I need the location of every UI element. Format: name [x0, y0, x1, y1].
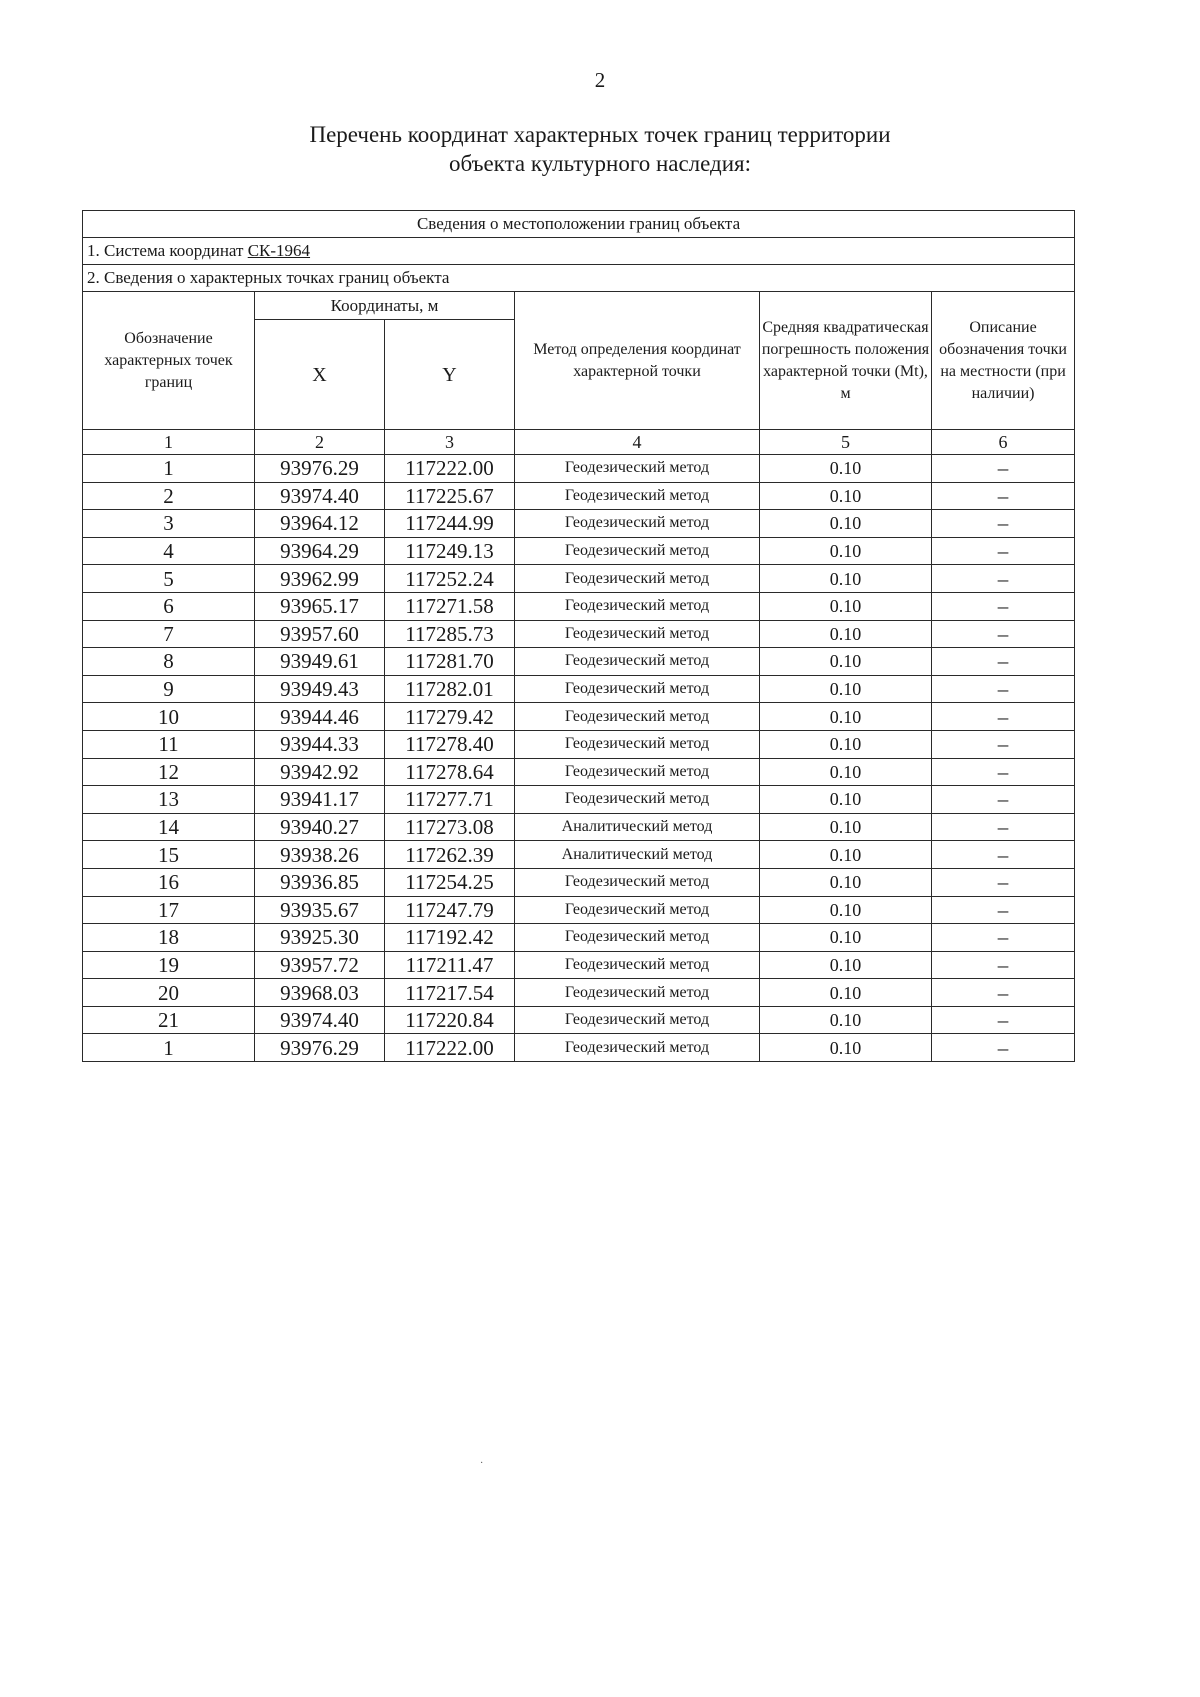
description-cell: – [932, 648, 1075, 676]
description-cell: – [932, 482, 1075, 510]
header-method: Метод определения координат характерной точки [515, 292, 760, 430]
y-cell: 117217.54 [385, 979, 515, 1007]
y-cell: 117244.99 [385, 510, 515, 538]
method-cell: Геодезический метод [515, 758, 760, 786]
method-cell: Геодезический метод [515, 620, 760, 648]
point-cell: 4 [83, 537, 255, 565]
table-row [83, 813, 1075, 841]
x-cell: 93957.60 [255, 620, 385, 648]
method-cell: Геодезический метод [515, 537, 760, 565]
x-cell: 93957.72 [255, 951, 385, 979]
method-cell: Геодезический метод [515, 730, 760, 758]
point-cell: 7 [83, 620, 255, 648]
header-description: Описание обозначения точки на местности (при наличии) [932, 292, 1075, 430]
header-designation: Обозначение характерных точек границ [83, 292, 255, 430]
error-cell: 0.10 [760, 537, 932, 565]
method-cell: Геодезический метод [515, 675, 760, 703]
x-cell: 93965.17 [255, 592, 385, 620]
table-row [83, 510, 1075, 538]
x-cell: 93964.12 [255, 510, 385, 538]
description-cell: – [932, 510, 1075, 538]
x-cell: 93976.29 [255, 1034, 385, 1062]
description-cell: – [932, 813, 1075, 841]
point-cell: 18 [83, 924, 255, 952]
description-cell: – [932, 675, 1075, 703]
y-cell: 117262.39 [385, 841, 515, 869]
page-number: 2 [594, 68, 606, 92]
method-cell: Геодезический метод [515, 868, 760, 896]
error-cell: 0.10 [760, 620, 932, 648]
x-cell: 93949.61 [255, 648, 385, 676]
coordinates-table [82, 210, 1075, 1062]
method-cell: Геодезический метод [515, 648, 760, 676]
table-row [83, 455, 1075, 483]
error-cell: 0.10 [760, 648, 932, 676]
error-cell: 0.10 [760, 951, 932, 979]
x-cell: 93949.43 [255, 675, 385, 703]
point-cell: 16 [83, 868, 255, 896]
description-cell: – [932, 537, 1075, 565]
method-cell: Геодезический метод [515, 482, 760, 510]
header-error: Средняя квадратическая погрешность положения характерной точки (Mt), м [760, 292, 932, 430]
coord-system-prefix: 1. Система координат [87, 241, 248, 260]
section-title: Сведения о местоположении границ объекта [83, 211, 1075, 238]
point-cell: 9 [83, 675, 255, 703]
description-cell: – [932, 979, 1075, 1007]
method-cell: Геодезический метод [515, 979, 760, 1007]
coord-system-value: СК-1964 [247, 241, 311, 260]
point-cell: 20 [83, 979, 255, 1007]
error-cell: 0.10 [760, 841, 932, 869]
point-cell: 14 [83, 813, 255, 841]
point-cell: 6 [83, 592, 255, 620]
error-cell: 0.10 [760, 703, 932, 731]
y-cell: 117220.84 [385, 1006, 515, 1034]
error-cell: 0.10 [760, 1006, 932, 1034]
description-cell: – [932, 620, 1075, 648]
x-cell: 93974.40 [255, 482, 385, 510]
x-cell: 93942.92 [255, 758, 385, 786]
point-cell: 13 [83, 786, 255, 814]
y-cell: 117249.13 [385, 537, 515, 565]
error-cell: 0.10 [760, 675, 932, 703]
method-cell: Геодезический метод [515, 1006, 760, 1034]
table-row [83, 896, 1075, 924]
table-row [83, 675, 1075, 703]
y-cell: 117271.58 [385, 592, 515, 620]
error-cell: 0.10 [760, 1034, 932, 1062]
error-cell: 0.10 [760, 510, 932, 538]
description-cell: – [932, 951, 1075, 979]
method-cell: Геодезический метод [515, 924, 760, 952]
table-row [83, 592, 1075, 620]
table-row [83, 1006, 1075, 1034]
y-cell: 117254.25 [385, 868, 515, 896]
method-cell: Геодезический метод [515, 786, 760, 814]
method-cell: Аналитический метод [515, 841, 760, 869]
point-cell: 3 [83, 510, 255, 538]
coord-system-row [83, 238, 1075, 265]
x-cell: 93976.29 [255, 455, 385, 483]
y-cell: 117247.79 [385, 896, 515, 924]
point-cell: 11 [83, 730, 255, 758]
title-line-1: Перечень координат характерных точек границ территории [309, 122, 891, 147]
description-cell: – [932, 703, 1075, 731]
description-cell: – [932, 730, 1075, 758]
y-cell: 117273.08 [385, 813, 515, 841]
error-cell: 0.10 [760, 455, 932, 483]
error-cell: 0.10 [760, 482, 932, 510]
table-row [83, 979, 1075, 1007]
table-row [83, 730, 1075, 758]
table-row [83, 565, 1075, 593]
x-cell: 93944.33 [255, 730, 385, 758]
x-cell: 93940.27 [255, 813, 385, 841]
y-cell: 117279.42 [385, 703, 515, 731]
error-cell: 0.10 [760, 868, 932, 896]
x-cell: 93964.29 [255, 537, 385, 565]
table-row [83, 868, 1075, 896]
point-cell: 8 [83, 648, 255, 676]
method-cell: Геодезический метод [515, 565, 760, 593]
x-cell: 93968.03 [255, 979, 385, 1007]
column-number: 4 [515, 430, 760, 455]
method-cell: Геодезический метод [515, 1034, 760, 1062]
x-cell: 93935.67 [255, 896, 385, 924]
point-cell: 17 [83, 896, 255, 924]
error-cell: 0.10 [760, 813, 932, 841]
method-cell: Геодезический метод [515, 951, 760, 979]
column-number: 5 [760, 430, 932, 455]
error-cell: 0.10 [760, 758, 932, 786]
point-cell: 12 [83, 758, 255, 786]
x-cell: 93974.40 [255, 1006, 385, 1034]
description-cell: – [932, 565, 1075, 593]
scan-speck: · [480, 1458, 484, 1469]
y-cell: 117225.67 [385, 482, 515, 510]
y-cell: 117192.42 [385, 924, 515, 952]
method-cell: Геодезический метод [515, 592, 760, 620]
description-cell: – [932, 758, 1075, 786]
method-cell: Геодезический метод [515, 455, 760, 483]
point-cell: 19 [83, 951, 255, 979]
table-row [83, 841, 1075, 869]
x-cell: 93936.85 [255, 868, 385, 896]
table-row [83, 924, 1075, 952]
table-row [83, 786, 1075, 814]
point-cell: 1 [83, 455, 255, 483]
description-cell: – [932, 841, 1075, 869]
point-cell: 15 [83, 841, 255, 869]
column-number: 6 [932, 430, 1075, 455]
table-row [83, 537, 1075, 565]
x-cell: 93944.46 [255, 703, 385, 731]
method-cell: Геодезический метод [515, 703, 760, 731]
y-cell: 117282.01 [385, 675, 515, 703]
point-cell: 2 [83, 482, 255, 510]
error-cell: 0.10 [760, 786, 932, 814]
points-section-title: 2. Сведения о характерных точках границ объекта [83, 265, 1075, 292]
y-cell: 117281.70 [385, 648, 515, 676]
x-cell: 93962.99 [255, 565, 385, 593]
description-cell: – [932, 924, 1075, 952]
method-cell: Аналитический метод [515, 813, 760, 841]
y-cell: 117277.71 [385, 786, 515, 814]
table-row [83, 703, 1075, 731]
point-cell: 5 [83, 565, 255, 593]
column-number: 1 [83, 430, 255, 455]
point-cell: 1 [83, 1034, 255, 1062]
column-number: 3 [385, 430, 515, 455]
point-cell: 10 [83, 703, 255, 731]
table-row [83, 951, 1075, 979]
y-cell: 117222.00 [385, 455, 515, 483]
description-cell: – [932, 455, 1075, 483]
header-y: Y [385, 320, 515, 430]
table-row [83, 648, 1075, 676]
point-cell: 21 [83, 1006, 255, 1034]
x-cell: 93925.30 [255, 924, 385, 952]
table-row [83, 758, 1075, 786]
y-cell: 117285.73 [385, 620, 515, 648]
error-cell: 0.10 [760, 592, 932, 620]
y-cell: 117278.40 [385, 730, 515, 758]
x-cell: 93938.26 [255, 841, 385, 869]
error-cell: 0.10 [760, 730, 932, 758]
x-cell: 93941.17 [255, 786, 385, 814]
y-cell: 117252.24 [385, 565, 515, 593]
header-coordinates: Координаты, м [255, 292, 515, 320]
y-cell: 117211.47 [385, 951, 515, 979]
description-cell: – [932, 592, 1075, 620]
table-row [83, 1034, 1075, 1062]
description-cell: – [932, 786, 1075, 814]
method-cell: Геодезический метод [515, 896, 760, 924]
error-cell: 0.10 [760, 979, 932, 1007]
y-cell: 117278.64 [385, 758, 515, 786]
error-cell: 0.10 [760, 565, 932, 593]
table-row [83, 482, 1075, 510]
description-cell: – [932, 1006, 1075, 1034]
method-cell: Геодезический метод [515, 510, 760, 538]
header-x: X [255, 320, 385, 430]
error-cell: 0.10 [760, 924, 932, 952]
page-title [250, 120, 950, 178]
error-cell: 0.10 [760, 896, 932, 924]
title-line-2: объекта культурного наследия: [448, 151, 752, 176]
description-cell: – [932, 896, 1075, 924]
table-row [83, 620, 1075, 648]
y-cell: 117222.00 [385, 1034, 515, 1062]
description-cell: – [932, 868, 1075, 896]
column-number: 2 [255, 430, 385, 455]
description-cell: – [932, 1034, 1075, 1062]
